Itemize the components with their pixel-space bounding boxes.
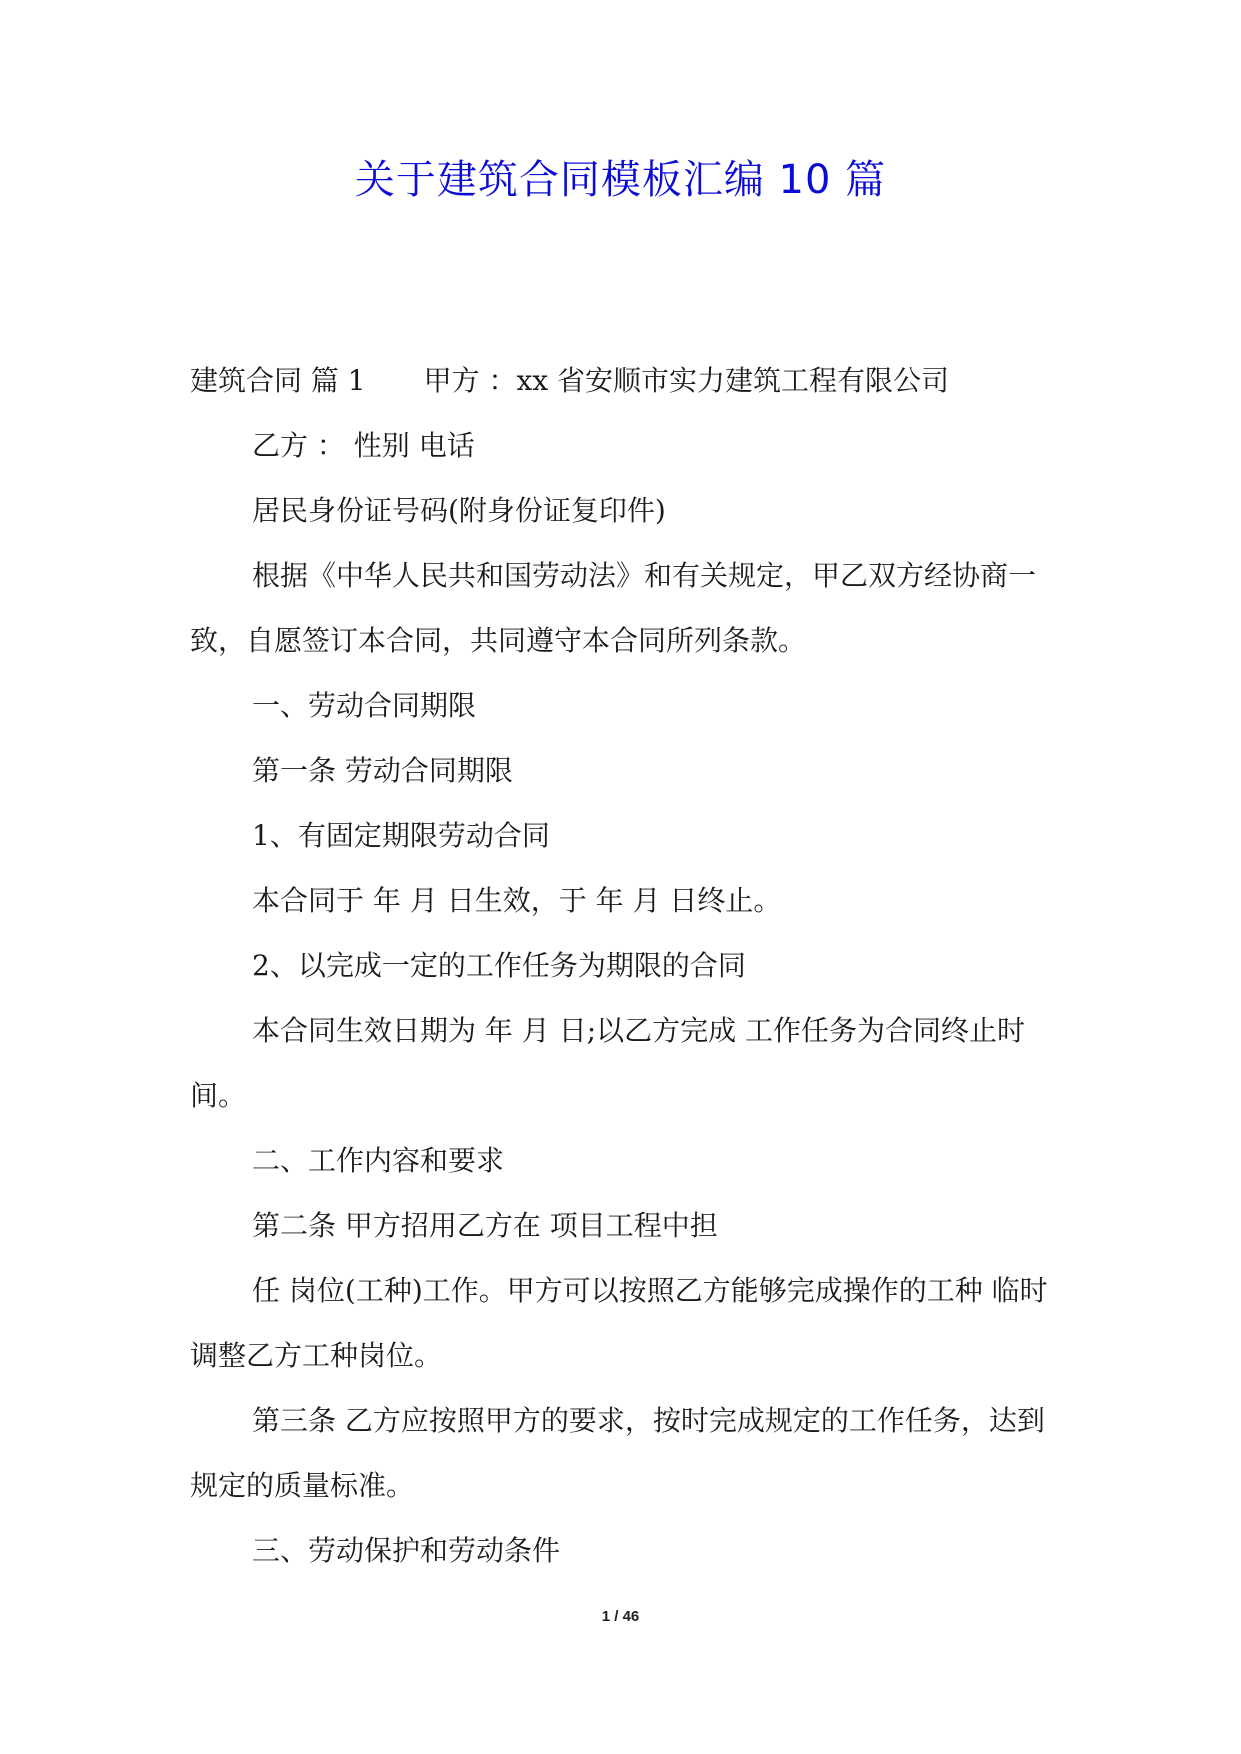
list-item-fixed-term: 1、有固定期限劳动合同: [252, 819, 550, 852]
heading-labor-protection: 三、劳动保护和劳动条件: [252, 1534, 561, 1567]
article-two-line: 第二条 甲方招用乙方在 项目工程中担: [252, 1209, 718, 1242]
paragraph-id-number: 居民身份证号码(附身份证复印件): [252, 494, 666, 527]
paragraph-task-term-detail: 本合同生效日期为 年 月 日;以乙方完成 工作任务为合同终止时间。: [190, 1014, 1026, 1112]
party-a-line: 甲方 ：xx 省安顺市实力建筑工程有限公司: [423, 364, 950, 397]
document-title: 关于建筑合同模板汇编 10 篇: [354, 157, 887, 203]
paragraph-preamble: 根据《中华人民共和国劳动法》和有关规定，甲乙双方经协商一致，自愿签订本合同，共同遵守本合同所列条款。: [190, 559, 1037, 657]
paragraph-section-header: [190, 348, 1052, 413]
document-body: [190, 348, 1052, 1583]
heading-contract-term: 一、劳动合同期限: [252, 689, 477, 722]
paragraph-party-b: 乙方 ： 性别 电话: [252, 429, 475, 462]
article-three: 第三条 乙方应按照甲方的要求，按时完成规定的工作任务，达到规定的质量标准。: [190, 1404, 1045, 1502]
paragraph-position: 任 岗位(工种)工作。甲方可以按照乙方能够完成操作的工种 临时调整乙方工种岗位。: [190, 1274, 1048, 1372]
page-indicator: 1 / 46: [601, 1608, 640, 1625]
section-label: 建筑合同 篇 1: [190, 364, 366, 397]
list-item-task-term: 2、以完成一定的工作任务为期限的合同: [252, 949, 746, 982]
paragraph-effective-dates: 本合同于 年 月 日生效，于 年 月 日终止。: [252, 884, 782, 917]
article-one-heading: 第一条 劳动合同期限: [252, 754, 513, 787]
heading-work-content: 二、工作内容和要求: [252, 1144, 505, 1177]
